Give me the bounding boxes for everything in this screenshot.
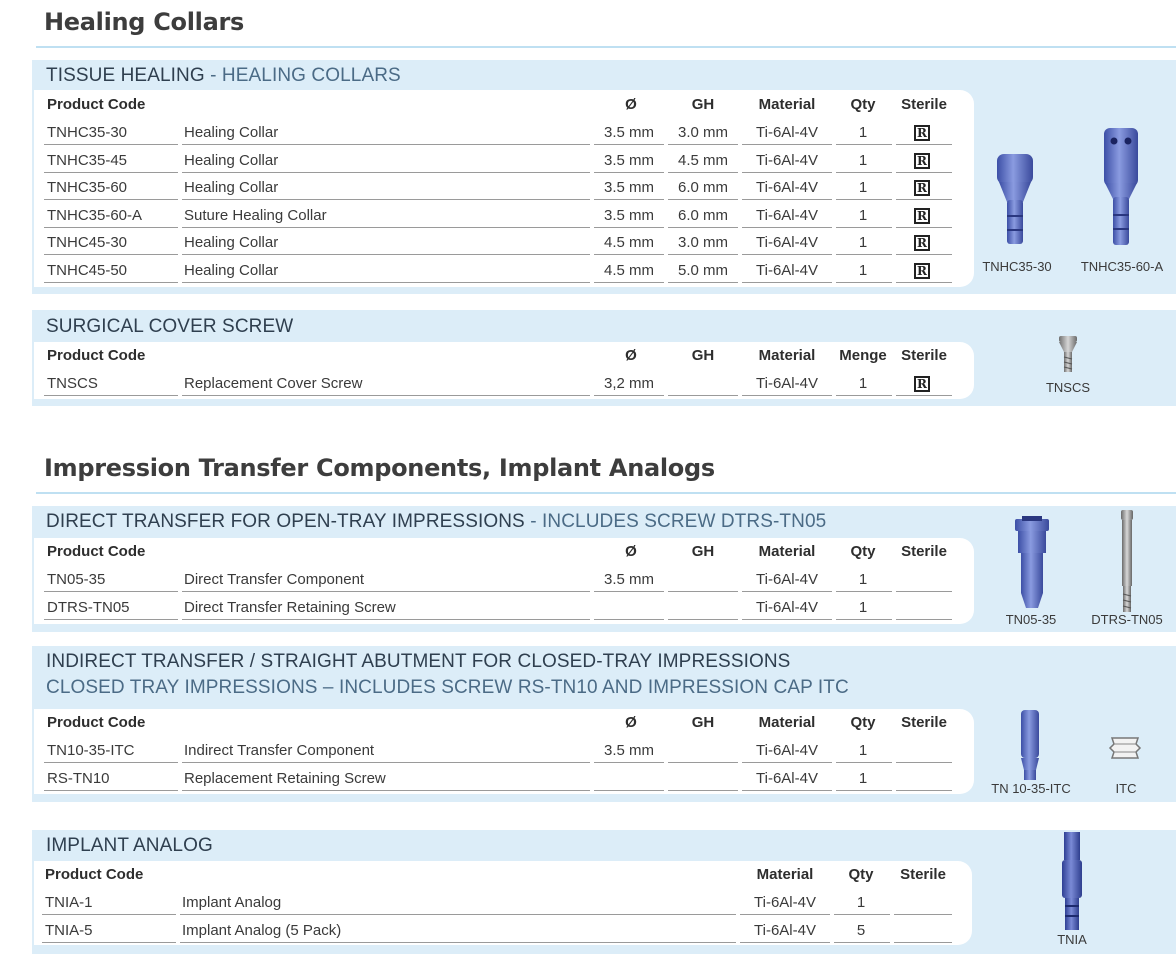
row-divider [836, 227, 892, 228]
table-cell-desc: Healing Collar [184, 151, 279, 169]
row-divider [594, 790, 664, 791]
table-cell-desc: Healing Collar [184, 124, 279, 141]
row-divider [742, 395, 832, 396]
row-divider [594, 172, 664, 173]
table-cell-mat: Ti-6Al-4V [756, 179, 818, 197]
implant-analog-image [1060, 832, 1084, 932]
indirect-transfer-title: INDIRECT TRANSFER / STRAIGHT ABUTMENT FOR CLOSED-TRAY IMPRESSIONS [46, 651, 791, 672]
row-divider [182, 144, 590, 145]
table-cell-mat: Ti-6Al-4V [756, 599, 818, 616]
indirect-transfer-subtitle: CLOSED TRAY IMPRESSIONS – INCLUDES SCREW RS-TN10 AND IMPRESSION CAP ITC [46, 677, 849, 698]
header-diameter: Ø [625, 96, 637, 113]
row-divider [668, 282, 738, 283]
row-divider [668, 591, 738, 592]
header-gh: GH [691, 96, 715, 113]
row-divider [594, 144, 664, 145]
row-divider [834, 942, 890, 943]
row-divider [44, 790, 178, 791]
header-material: Material [758, 543, 816, 560]
row-divider [836, 395, 892, 396]
row-divider [742, 762, 832, 763]
row-divider [182, 591, 590, 592]
row-divider [42, 914, 176, 915]
row-divider [896, 619, 952, 620]
row-divider [896, 227, 952, 228]
header-diameter: Ø [625, 347, 637, 364]
row-divider [668, 254, 738, 255]
row-divider [44, 227, 178, 228]
table-cell-code: TNHC45-50 [47, 262, 128, 279]
sterile-badge: R [914, 235, 930, 251]
table-cell-gh: 6.0 mm [677, 179, 728, 197]
row-divider [896, 144, 952, 145]
table-cell-mat: Ti-6Al-4V [756, 151, 818, 169]
table-cell-dia: 4.5 mm [603, 234, 654, 252]
row-divider [896, 395, 952, 396]
cover-screw-title: SURGICAL COVER SCREW [46, 316, 294, 337]
table-cell-desc: Suture Healing Collar [184, 206, 327, 224]
table-cell-qty: 1 [856, 894, 866, 911]
row-divider [668, 144, 738, 145]
table-cell-qty: 5 [856, 922, 866, 939]
direct-transfer-title: DIRECT TRANSFER FOR OPEN-TRAY IMPRESSIONS - INCLUDES SCREW DTRS-TN05 [46, 511, 827, 532]
caption-dtrs-tn05: DTRS-TN05 [1091, 612, 1163, 627]
header-gh: GH [691, 714, 715, 731]
table-cell-desc: Implant Analog [182, 894, 282, 911]
table-cell-gh: 5.0 mm [677, 262, 728, 279]
cover-screw-image [1057, 334, 1079, 378]
table-cell-qty: 1 [858, 742, 868, 759]
implant-analog-title: IMPLANT ANALOG [46, 835, 213, 856]
table-cell-dia: 4.5 mm [603, 262, 654, 279]
table-cell-code: TNIA-5 [45, 922, 93, 939]
header-gh: GH [691, 347, 715, 364]
table-cell-qty: 1 [858, 179, 868, 197]
row-divider [44, 282, 178, 283]
header-product-code: Product Code [47, 543, 146, 560]
sterile-badge: R [914, 153, 930, 169]
table-cell-dia: 3.5 mm [603, 206, 654, 224]
table-cell-gh: 3.0 mm [677, 124, 728, 141]
caption-tnscs: TNSCS [1045, 380, 1091, 395]
table-cell-mat: Ti-6Al-4V [756, 375, 818, 392]
row-divider [44, 144, 178, 145]
table-cell-qty: 1 [858, 375, 868, 392]
row-divider [742, 254, 832, 255]
table-cell-code: TNHC35-60 [47, 179, 128, 197]
row-divider [182, 619, 590, 620]
row-divider [44, 762, 178, 763]
table-cell-mat: Ti-6Al-4V [756, 234, 818, 252]
table-cell-qty: 1 [858, 599, 868, 616]
row-divider [896, 790, 952, 791]
header-material: Material [758, 714, 816, 731]
row-divider [42, 942, 176, 943]
row-divider [742, 790, 832, 791]
table-cell-desc: Indirect Transfer Component [184, 742, 375, 759]
row-divider [180, 942, 736, 943]
header-product-code: Product Code [45, 866, 144, 883]
table-cell-gh: 4.5 mm [677, 151, 728, 169]
caption-tn-10-35-itc: TN 10-35-ITC [991, 781, 1071, 796]
table-cell-qty: 1 [858, 124, 868, 141]
header-sterile: Sterile [901, 347, 947, 364]
row-divider [668, 395, 738, 396]
row-divider [894, 914, 952, 915]
header-qty: Qty [850, 714, 876, 731]
table-cell-code: TN10-35-ITC [47, 742, 135, 759]
header-qty: Qty [850, 543, 876, 560]
row-divider [742, 172, 832, 173]
sterile-badge: R [914, 263, 930, 279]
tissue-healing-title: TISSUE HEALING - HEALING COLLARS [46, 65, 401, 86]
row-divider [182, 790, 590, 791]
table-cell-desc: Implant Analog (5 Pack) [182, 922, 342, 939]
header-diameter: Ø [625, 714, 637, 731]
row-divider [896, 254, 952, 255]
row-divider [894, 942, 952, 943]
table-cell-code: TNSCS [47, 375, 98, 392]
row-divider [742, 199, 832, 200]
header-sterile: Sterile [901, 714, 947, 731]
row-divider [182, 282, 590, 283]
row-divider [182, 172, 590, 173]
table-cell-qty: 1 [858, 571, 868, 588]
header-material: Material [758, 347, 816, 364]
table-cell-code: TN05-35 [47, 571, 106, 588]
table-cell-desc: Healing Collar [184, 262, 279, 279]
row-divider [44, 395, 178, 396]
row-divider [836, 172, 892, 173]
row-divider [836, 762, 892, 763]
table-cell-code: DTRS-TN05 [47, 599, 130, 616]
header-sterile: Sterile [901, 96, 947, 113]
table-cell-code: TNHC45-30 [47, 234, 128, 252]
row-divider [742, 144, 832, 145]
caption-tnhc35-30: TNHC35-30 [982, 259, 1052, 274]
direct-transfer-screw-image [1119, 510, 1135, 614]
row-divider [668, 619, 738, 620]
header-product-code: Product Code [47, 347, 146, 364]
row-divider [594, 762, 664, 763]
suture-healing-collar-image [1100, 125, 1142, 249]
row-divider [594, 591, 664, 592]
row-divider [594, 227, 664, 228]
table-cell-mat: Ti-6Al-4V [756, 770, 818, 787]
table-cell-desc: Replacement Retaining Screw [184, 770, 386, 787]
caption-tnhc35-60-a: TNHC35-60-A [1080, 259, 1164, 274]
header-product-code: Product Code [47, 714, 146, 731]
row-divider [44, 199, 178, 200]
row-divider [594, 395, 664, 396]
table-cell-code: RS-TN10 [47, 770, 110, 787]
row-divider [896, 591, 952, 592]
row-divider [594, 199, 664, 200]
table-cell-dia: 3.5 mm [603, 124, 654, 141]
row-divider [182, 227, 590, 228]
table-cell-gh: 3.0 mm [677, 234, 728, 252]
header-diameter: Ø [625, 543, 637, 560]
table-cell-qty: 1 [858, 234, 868, 252]
row-divider [182, 762, 590, 763]
table-cell-qty: 1 [858, 151, 868, 169]
sterile-badge: R [914, 180, 930, 196]
row-divider [44, 619, 178, 620]
row-divider [668, 227, 738, 228]
row-divider [836, 591, 892, 592]
table-cell-dia: 3,2 mm [603, 375, 654, 392]
row-divider [896, 199, 952, 200]
table-cell-desc: Healing Collar [184, 234, 279, 252]
row-divider [836, 144, 892, 145]
row-divider [896, 762, 952, 763]
section-title-impression: Impression Transfer Components, Implant Analogs [44, 454, 715, 482]
table-cell-dia: 3.5 mm [603, 571, 654, 588]
row-divider [44, 254, 178, 255]
table-cell-mat: Ti-6Al-4V [754, 922, 816, 939]
sterile-badge: R [914, 208, 930, 224]
table-cell-desc: Replacement Cover Screw [184, 375, 363, 392]
table-cell-dia: 3.5 mm [603, 151, 654, 169]
section-title-healing: Healing Collars [44, 8, 245, 36]
table-cell-mat: Ti-6Al-4V [756, 262, 818, 279]
row-divider [836, 199, 892, 200]
table-cell-desc: Direct Transfer Component [184, 571, 365, 588]
table-cell-desc: Direct Transfer Retaining Screw [184, 599, 396, 616]
row-divider [182, 199, 590, 200]
row-divider [182, 395, 590, 396]
header-product-code: Product Code [47, 96, 146, 113]
caption-itc: ITC [1115, 781, 1137, 796]
row-divider [742, 282, 832, 283]
row-divider [742, 619, 832, 620]
row-divider [836, 282, 892, 283]
impression-cap-image [1108, 732, 1142, 762]
row-divider [594, 619, 664, 620]
table-cell-dia: 3.5 mm [603, 742, 654, 759]
table-cell-code: TNHC35-60-A [47, 206, 143, 224]
row-divider [180, 914, 736, 915]
indirect-transfer-component-image [1018, 708, 1042, 782]
table-cell-code: TNHC35-30 [47, 124, 128, 141]
header-qty: Qty [848, 866, 874, 883]
row-divider [182, 254, 590, 255]
table-cell-qty: 1 [858, 770, 868, 787]
table-cell-desc: Healing Collar [184, 179, 279, 197]
healing-collar-short-image [995, 150, 1037, 250]
section-divider [36, 46, 1176, 48]
row-divider [44, 591, 178, 592]
row-divider [668, 172, 738, 173]
header-material: Material [756, 866, 814, 883]
table-cell-gh: 6.0 mm [677, 206, 728, 224]
header-menge: Menge [839, 347, 887, 364]
table-cell-mat: Ti-6Al-4V [756, 571, 818, 588]
row-divider [668, 790, 738, 791]
row-divider [668, 762, 738, 763]
table-cell-dia: 3.5 mm [603, 179, 654, 197]
row-divider [594, 254, 664, 255]
table-cell-mat: Ti-6Al-4V [756, 124, 818, 141]
header-gh: GH [691, 543, 715, 560]
row-divider [594, 282, 664, 283]
table-cell-mat: Ti-6Al-4V [756, 206, 818, 224]
caption-tnia: TNIA [1057, 932, 1087, 947]
row-divider [836, 619, 892, 620]
table-cell-code: TNHC35-45 [47, 151, 128, 169]
row-divider [836, 790, 892, 791]
row-divider [742, 227, 832, 228]
table-cell-qty: 1 [858, 262, 868, 279]
table-cell-qty: 1 [858, 206, 868, 224]
sterile-badge: R [914, 125, 930, 141]
table-cell-code: TNIA-1 [45, 894, 93, 911]
row-divider [742, 591, 832, 592]
row-divider [896, 172, 952, 173]
row-divider [668, 199, 738, 200]
row-divider [740, 914, 830, 915]
header-qty: Qty [850, 96, 876, 113]
header-sterile: Sterile [901, 543, 947, 560]
table-cell-mat: Ti-6Al-4V [756, 742, 818, 759]
header-material: Material [758, 96, 816, 113]
row-divider [834, 914, 890, 915]
row-divider [44, 172, 178, 173]
sterile-badge: R [914, 376, 930, 392]
direct-transfer-component-image [1012, 516, 1052, 612]
header-sterile: Sterile [900, 866, 946, 883]
caption-tn05-35: TN05-35 [1005, 612, 1057, 627]
section-divider [36, 492, 1176, 494]
row-divider [740, 942, 830, 943]
table-cell-mat: Ti-6Al-4V [754, 894, 816, 911]
row-divider [836, 254, 892, 255]
row-divider [896, 282, 952, 283]
